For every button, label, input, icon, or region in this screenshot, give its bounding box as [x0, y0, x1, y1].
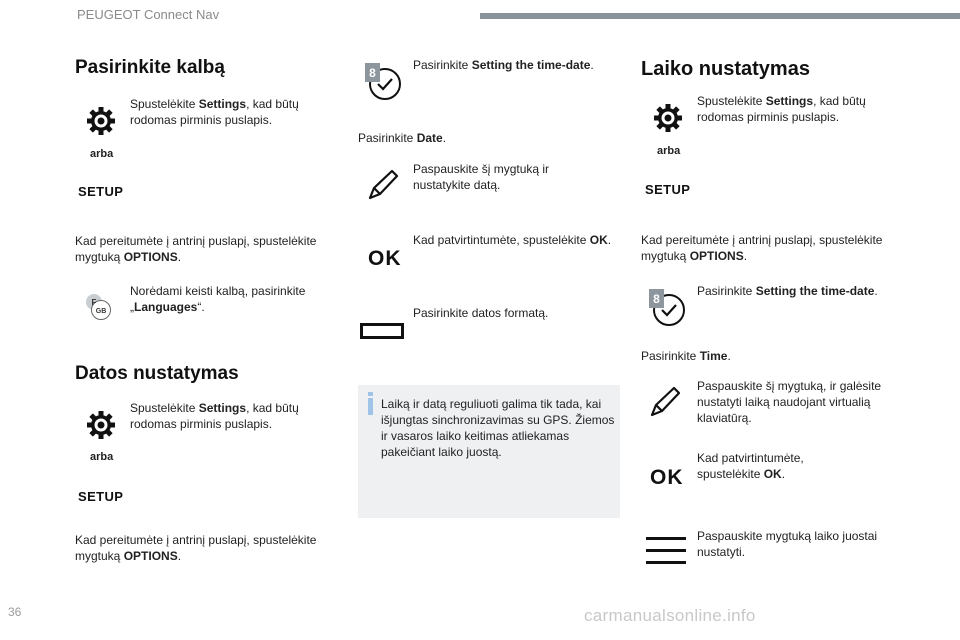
options-instruction: Kad pereitumėte į antrinį puslapį, spustelėkite mygtuką OPTIONS. — [641, 233, 883, 263]
pencil-icon — [366, 168, 400, 202]
flag-bottom-label: GB — [95, 308, 107, 315]
settings-instruction: Spustelėkite Settings, kad būtų rodomas pirminis puslapis. — [130, 97, 299, 127]
settings-gear-icon — [85, 409, 117, 441]
settings-instruction: Spustelėkite Settings, kad būtų rodomas pirminis puslapis. — [130, 401, 299, 431]
select-time-date-instruction: Pasirinkite Setting the time-date. — [413, 58, 594, 72]
section-title-language: Pasirinkite kalbą — [75, 57, 225, 78]
language-instruction: Norėdami keisti kalbą, pasirinkite „Languages“. — [130, 284, 306, 314]
select-time-instruction: Pasirinkite Time. — [641, 349, 731, 363]
date-format-instruction: Pasirinkite datos formatą. — [413, 306, 549, 320]
setup-button-label: SETUP — [78, 489, 124, 504]
edit-date-instruction: Paspauskite šį mygtuką ir nustatykite datą. — [413, 162, 550, 192]
header-bar — [480, 13, 960, 19]
section-title-date: Datos nustatymas — [75, 363, 239, 384]
menu-list-icon — [645, 535, 687, 567]
clock-number: 8 — [653, 292, 660, 306]
info-note-text: Laiką ir datą reguliuoti galima tik tada, kai išjungtas sinchronizavimas su GPS. Žiemos ir vasaros laiko keitimas atliekamas pakeičiant laiko juostą. — [381, 397, 615, 459]
settings-gear-icon — [85, 105, 117, 137]
info-icon-bar — [368, 398, 373, 415]
timezone-instruction: Paspauskite mygtuką laiko juostai nustatyti. — [697, 529, 878, 559]
or-label: arba — [657, 145, 681, 157]
or-label: arba — [90, 451, 114, 463]
clock-icon — [648, 288, 688, 328]
confirm-ok-instruction: Kad patvirtintumėte, spustelėkite OK. — [413, 233, 612, 247]
section-title-time: Laiko nustatymas — [641, 58, 810, 80]
setup-button-label: SETUP — [645, 182, 691, 197]
clock-icon — [364, 62, 404, 102]
info-icon — [368, 392, 373, 396]
select-date-instruction: Pasirinkite Date. — [358, 131, 447, 145]
page-number: 36 — [8, 605, 22, 619]
confirm-ok-instruction: Kad patvirtintumėte, spustelėkite OK. — [697, 451, 804, 481]
flag-top-label: F — [91, 298, 97, 307]
ok-button-label: OK — [650, 466, 684, 489]
watermark: carmanualsonline.info — [584, 606, 756, 625]
pencil-icon — [648, 385, 682, 419]
language-flag-icon — [84, 292, 114, 322]
select-time-date-instruction: Pasirinkite Setting the time-date. — [697, 284, 878, 298]
options-instruction: Kad pereitumėte į antrinį puslapį, spustelėkite mygtuką OPTIONS. — [75, 533, 317, 563]
settings-instruction: Spustelėkite Settings, kad būtų rodomas pirminis puslapis. — [697, 94, 866, 124]
options-instruction: Kad pereitumėte į antrinį puslapį, spustelėkite mygtuką OPTIONS. — [75, 234, 317, 264]
setup-button-label: SETUP — [78, 184, 124, 199]
clock-number: 8 — [369, 66, 376, 80]
running-header: PEUGEOT Connect Nav — [77, 7, 220, 22]
or-label: arba — [90, 148, 114, 160]
edit-time-instruction: Paspauskite šį mygtuką, ir galėsite nustatyti laiką naudojant virtualią klaviatūrą. — [697, 379, 882, 425]
settings-gear-icon — [652, 102, 684, 134]
ok-button-label: OK — [368, 247, 402, 270]
date-format-icon — [360, 323, 404, 339]
